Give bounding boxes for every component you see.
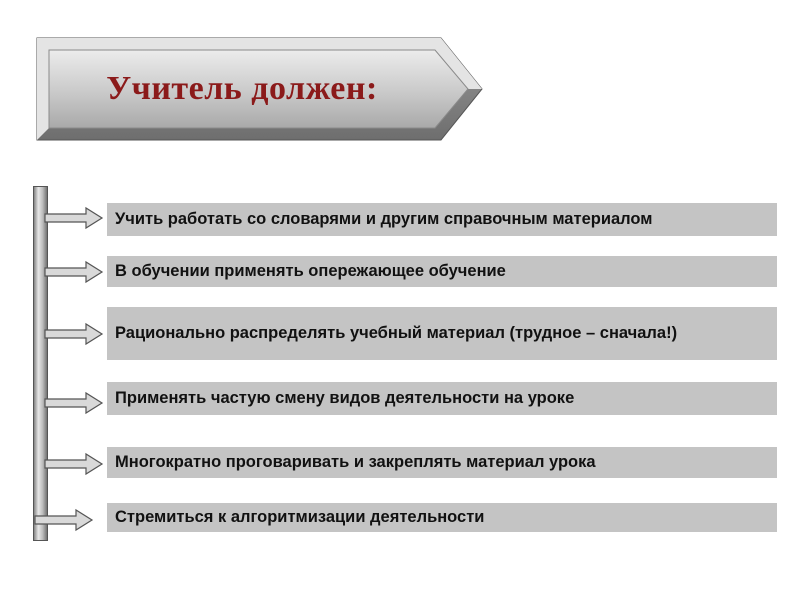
connector-arrow-icon bbox=[44, 260, 104, 284]
connector-arrow-icon bbox=[44, 206, 104, 230]
list-item: Учить работать со словарями и другим справочным материалом bbox=[107, 203, 777, 236]
title-banner bbox=[36, 37, 483, 141]
list-item: В обучении применять опережающее обучение bbox=[107, 256, 777, 287]
connector-arrow-icon bbox=[34, 508, 94, 532]
page-title: Учитель должен: bbox=[106, 70, 378, 107]
list-item: Рационально распределять учебный материал (трудное – сначала!) bbox=[107, 307, 777, 360]
connector-arrow-icon bbox=[44, 452, 104, 476]
connector-arrow-icon bbox=[44, 391, 104, 415]
list-item: Многократно проговаривать и закреплять материал урока bbox=[107, 447, 777, 478]
list-item: Применять частую смену видов деятельности на уроке bbox=[107, 382, 777, 415]
list-item: Стремиться к алгоритмизации деятельности bbox=[107, 503, 777, 532]
connector-arrow-icon bbox=[44, 322, 104, 346]
vertical-pipe bbox=[33, 186, 48, 541]
